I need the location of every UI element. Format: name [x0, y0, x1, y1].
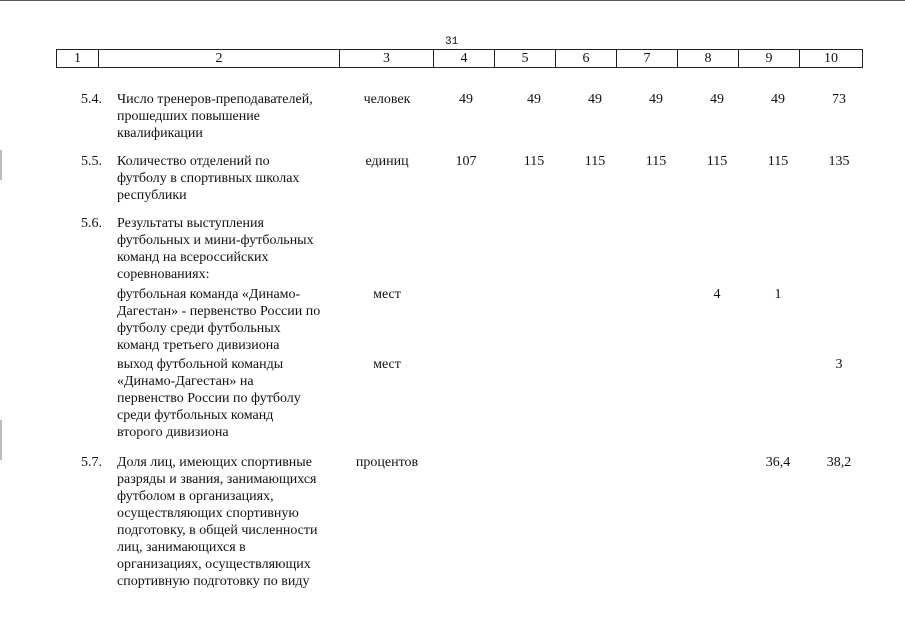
top-scan-edge: [0, 0, 905, 1]
header-cell-1: 1: [57, 50, 99, 68]
indicator-name-line: команд на всероссийских: [117, 250, 269, 265]
indicator-name-line: футболом в организациях,: [117, 489, 274, 504]
unit-of-measure: мест: [373, 357, 401, 372]
indicator-name: [117, 91, 345, 142]
value-col-7: 49: [649, 92, 663, 107]
indicator-name: [117, 153, 345, 204]
row-number: 5.4.: [81, 92, 102, 107]
subitem-name-line: выход футбольной команды: [117, 357, 284, 372]
indicator-name-line: подготовку, в общей численности: [117, 523, 318, 538]
value-col-10: 135: [828, 154, 850, 169]
unit-of-measure: человек: [363, 92, 411, 107]
unit-of-measure: мест: [373, 287, 401, 302]
indicator-name-line: Доля лиц, имеющих спортивные: [117, 455, 312, 470]
value-col-8: 4: [713, 287, 721, 302]
value-col-9: 36,4: [765, 455, 791, 470]
indicator-name-line: футболу в спортивных школах: [117, 171, 300, 186]
header-cell-5: 5: [495, 50, 556, 68]
unit-of-measure: процентов: [355, 455, 419, 470]
subitem-name-line: футбольная команда «Динамо-: [117, 287, 301, 302]
indicator-name-line: лиц, занимающихся в: [117, 540, 246, 555]
subitem-name-line: первенство России по футболу: [117, 391, 301, 406]
scan-margin-mark: [0, 150, 2, 180]
value-col-6: 49: [588, 92, 602, 107]
subitem-name-line: команд третьего дивизиона: [117, 338, 280, 353]
indicator-name-line: прошедших повышение: [117, 109, 260, 124]
indicator-name-line: Количество отделений по: [117, 154, 270, 169]
indicator-name-line: организациях, осуществляющих: [117, 557, 311, 572]
indicator-name-line: Результаты выступления: [117, 216, 264, 231]
value-col-8: 115: [706, 154, 728, 169]
indicator-name-line: футбольных и мини-футбольных: [117, 233, 314, 248]
indicator-name: [117, 215, 345, 283]
indicator-name-line: Число тренеров-преподавателей,: [117, 92, 313, 107]
value-col-8: 49: [710, 92, 724, 107]
scan-margin-mark: [0, 420, 2, 460]
value-col-9: 1: [774, 287, 782, 302]
subitem-name: [117, 356, 345, 441]
header-cell-2: 2: [99, 50, 340, 68]
value-col-4: 107: [455, 154, 477, 169]
header-cell-3: 3: [340, 50, 434, 68]
value-col-4: 49: [459, 92, 473, 107]
page-number: 31: [445, 36, 459, 48]
row-number: 5.5.: [81, 154, 102, 169]
header-cell-4: 4: [434, 50, 495, 68]
indicator-name-line: осуществляющих спортивную: [117, 506, 299, 521]
column-number-header: [56, 49, 863, 68]
unit-of-measure: единиц: [365, 154, 409, 169]
header-cell-8: 8: [678, 50, 739, 68]
value-col-9: 49: [771, 92, 785, 107]
subitem-name-line: «Динамо-Дагестан» на: [117, 374, 254, 389]
subitem-name-line: Дагестан» - первенство России по: [117, 304, 321, 319]
subitem-name-line: второго дивизиона: [117, 425, 229, 440]
row-number: 5.7.: [81, 455, 102, 470]
value-col-10: 3: [835, 357, 843, 372]
subitem-name-line: среди футбольных команд: [117, 408, 274, 423]
value-col-10: 73: [832, 92, 846, 107]
indicator-name-line: спортивную подготовку по виду: [117, 574, 310, 589]
subitem-name-line: футболу среди футбольных: [117, 321, 281, 336]
header-cell-10: 10: [800, 50, 863, 68]
value-col-9: 115: [767, 154, 789, 169]
indicator-name-line: республики: [117, 188, 187, 203]
value-col-6: 115: [584, 154, 606, 169]
header-cell-7: 7: [617, 50, 678, 68]
subitem-name: [117, 286, 345, 354]
header-cell-6: 6: [556, 50, 617, 68]
value-col-7: 115: [645, 154, 667, 169]
indicator-name-line: соревнованиях:: [117, 267, 210, 282]
indicator-name-line: квалификации: [117, 126, 203, 141]
value-col-5: 49: [527, 92, 541, 107]
header-cell-9: 9: [739, 50, 800, 68]
value-col-10: 38,2: [826, 455, 852, 470]
indicator-name-line: разряды и звания, занимающихся: [117, 472, 317, 487]
indicator-name: [117, 454, 345, 590]
row-number: 5.6.: [81, 216, 102, 231]
value-col-5: 115: [523, 154, 545, 169]
